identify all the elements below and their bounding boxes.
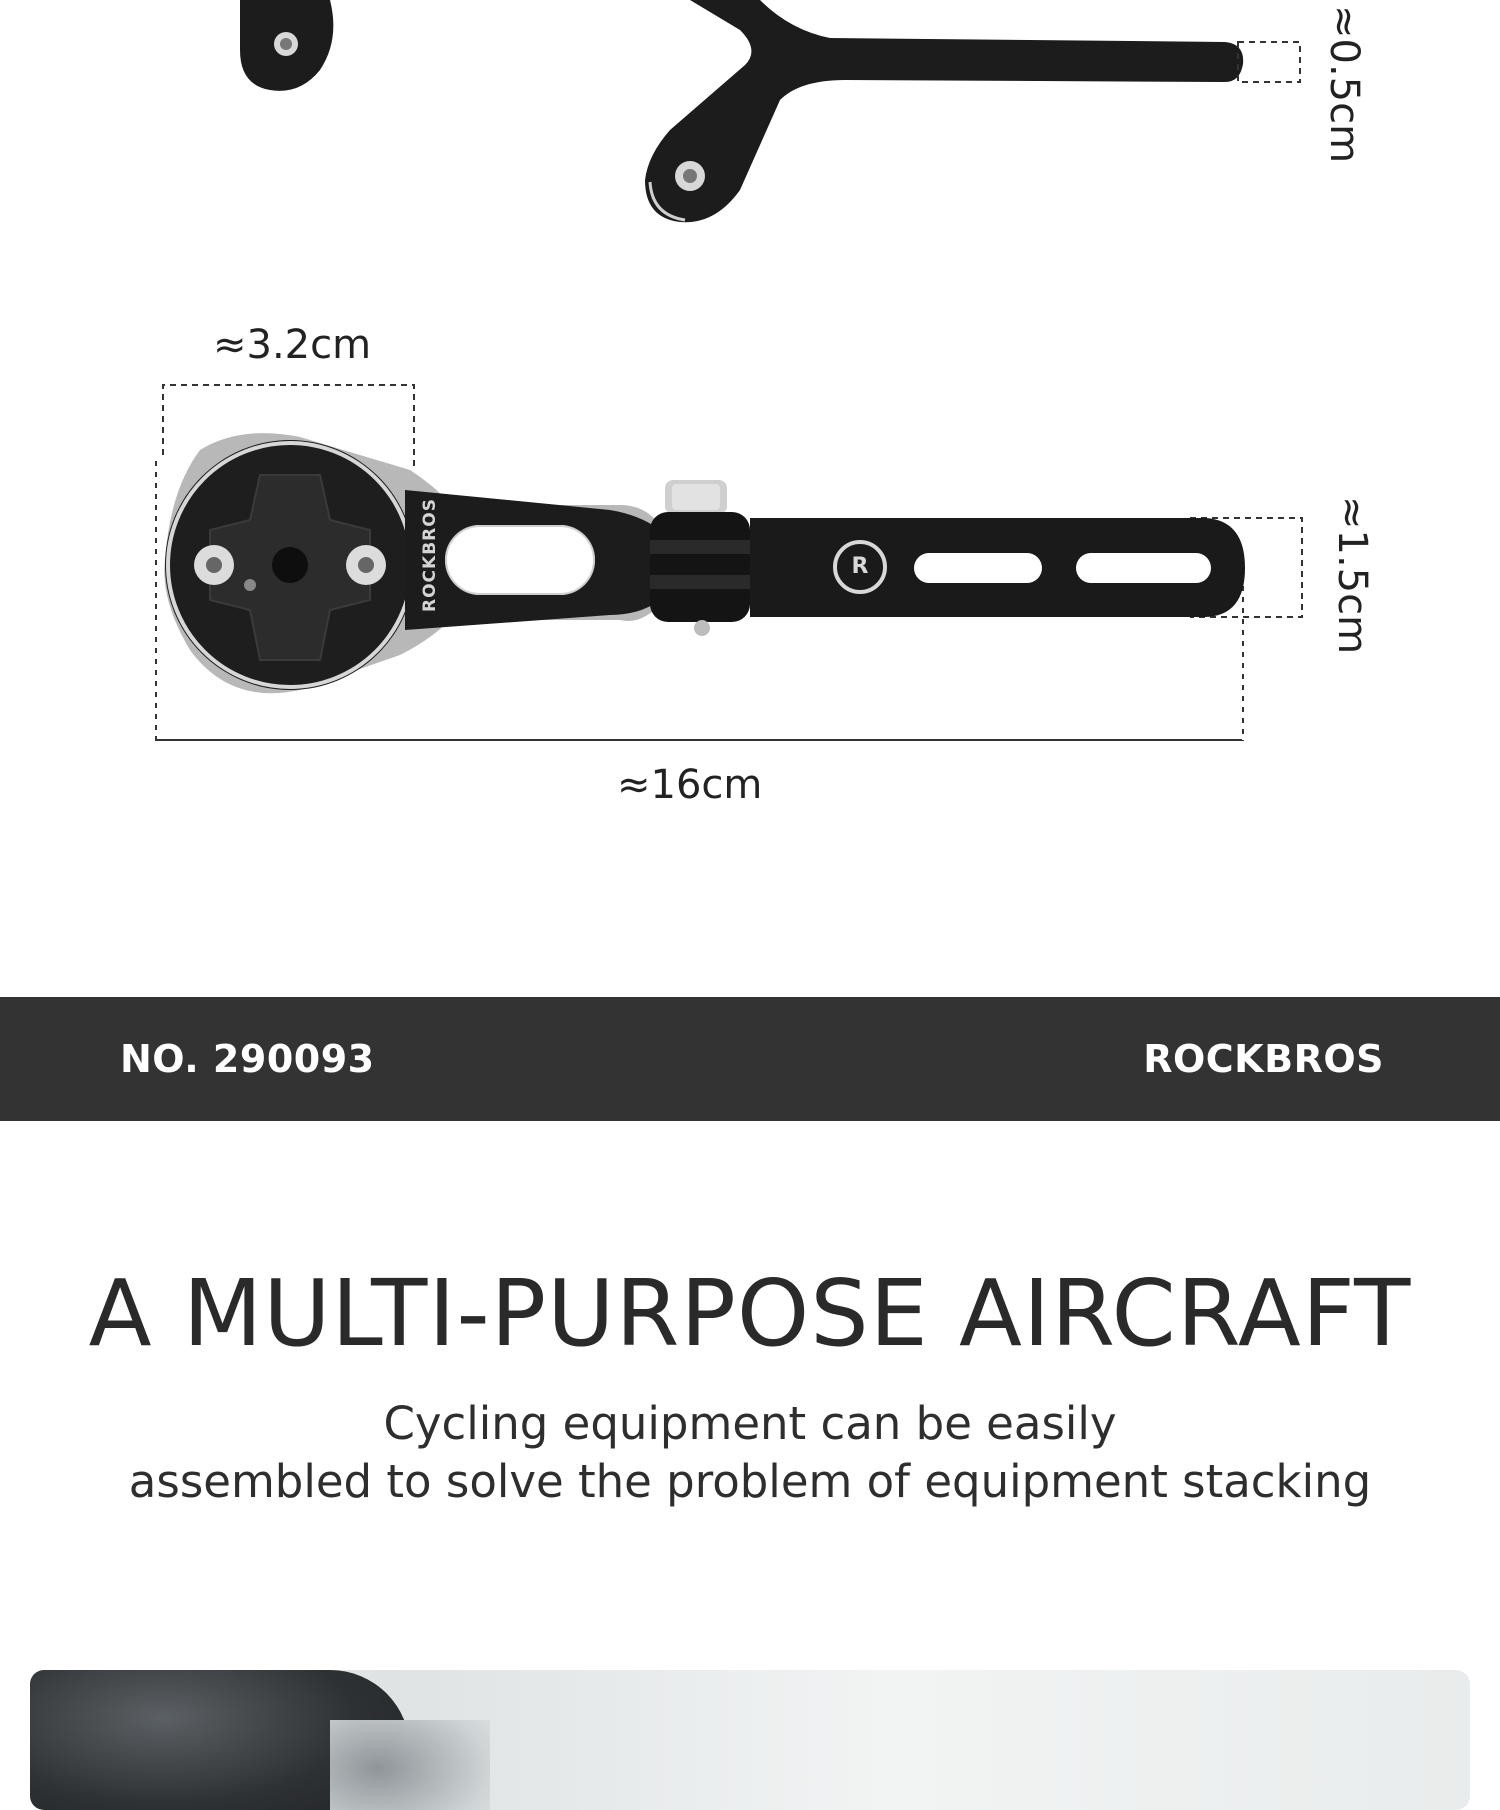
subtitle-line-2: assembled to solve the problem of equipment stacking xyxy=(128,1455,1372,1508)
model-number: NO. 290093 xyxy=(120,1037,375,1081)
dim-label-total-length: ≈16cm xyxy=(617,762,763,808)
dim-label-mount-width: ≈3.2cm xyxy=(213,322,372,368)
subtitle-line-1: Cycling equipment can be easily xyxy=(383,1397,1117,1450)
dim-box-thickness xyxy=(1238,42,1300,82)
arm-piece-top-y xyxy=(645,0,1243,222)
product-photo xyxy=(30,1670,1470,1810)
extension-arm xyxy=(750,518,1245,617)
rockbros-logo-icon: R xyxy=(851,554,869,579)
headline: A MULTI-PURPOSE AIRCRAFT xyxy=(88,1260,1412,1367)
photo-highlight xyxy=(330,1720,490,1810)
brand-name: ROCKBROS xyxy=(1143,1037,1384,1081)
product-illustration xyxy=(0,0,1500,860)
dim-label-arm-width: ≈1.5cm xyxy=(1329,496,1375,655)
mount-brand-text: ROCKBROS xyxy=(420,498,440,612)
dim-label-thickness: ≈0.5cm xyxy=(1321,5,1367,164)
arm-piece-top-left xyxy=(240,0,333,91)
model-banner xyxy=(0,997,1500,1121)
